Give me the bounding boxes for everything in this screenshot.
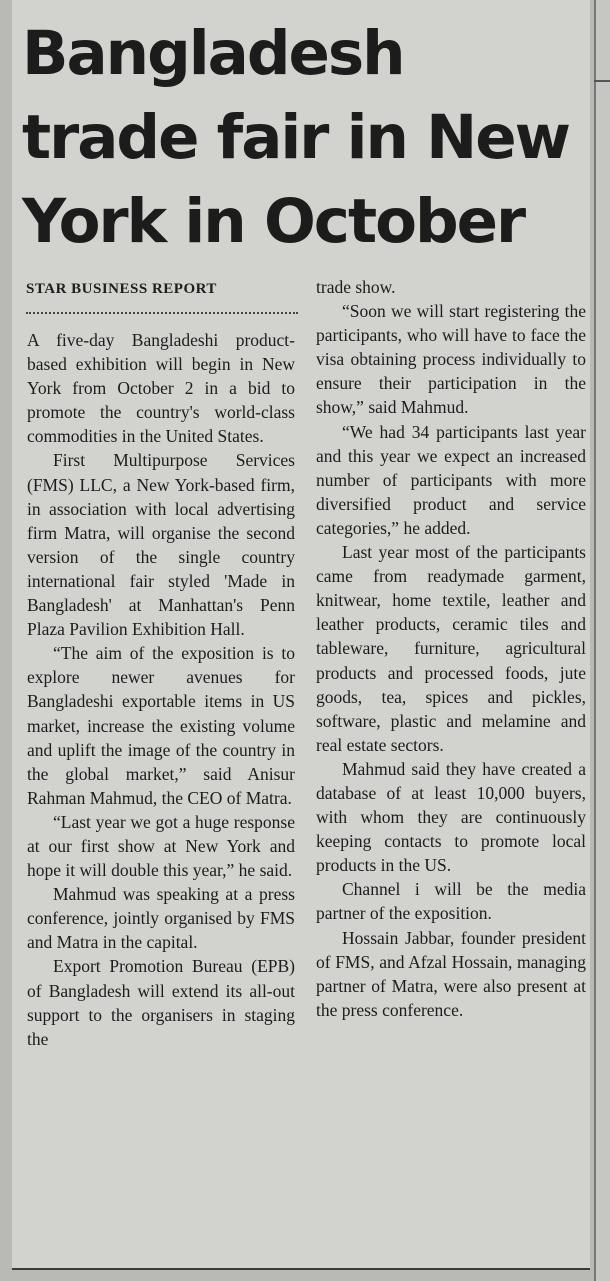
- paragraph: A five-day Bangladeshi product-based exhibition will begin in New York from October 2 in a bid to promote the country's world-class commodities in the United States.: [27, 330, 295, 447]
- paragraph: “Soon we will start registering the participants, who will have to face the visa obtaining process individually to ensure their participation in the show,” said Mahmud.: [316, 301, 586, 418]
- paragraph: “The aim of the exposition is to explore newer avenues for Bangladeshi exportable items in US market, increase the existing volume and uplift the image of the country in the global market,” said Anisur Rahman Mahmud, the CEO of Matra.: [27, 643, 295, 808]
- headline: Bangladesh trade fair in New York in October: [22, 18, 569, 257]
- paragraph: Export Promotion Bureau (EPB) of Bangladesh will extend its all-out support to the organisers in staging the: [27, 956, 295, 1049]
- adjacent-page-edge: [594, 0, 610, 1281]
- paragraph: trade show.: [316, 277, 396, 297]
- adjacent-page-rule: [594, 80, 610, 82]
- paragraph: First Multipurpose Services (FMS) LLC, a New York-based firm, in association with local advertising firm Matra, will organise the second version of the single country international fair styled 'Made in Bangladesh' at Manhattan's Penn Plaza Pavilion Exhibition Hall.: [27, 450, 295, 640]
- left-column: [27, 328, 295, 1051]
- byline: STAR BUSINESS REPORT: [26, 281, 298, 314]
- paragraph: “We had 34 participants last year and this year we expect an increased number of participants with more diversified product and service categories,” he added.: [316, 421, 586, 538]
- paragraph: “Last year we got a huge response at our first show at New York and hope it will double this year,” he said.: [27, 811, 295, 881]
- paragraph: Mahmud was speaking at a press conference, jointly organised by FMS and Matra in the capital.: [27, 884, 295, 953]
- paragraph: Mahmud said they have created a database of at least 10,000 buyers, with whom they are continuously keeping contacts to promote local products in the US.: [316, 758, 586, 876]
- bottom-rule: [12, 1268, 590, 1270]
- paragraph: Channel i will be the media partner of the exposition.: [316, 879, 586, 924]
- paragraph: Hossain Jabbar, founder president of FMS, and Afzal Hossain, managing partner of Matra, were also present at the press conference.: [316, 927, 586, 1020]
- paragraph: Last year most of the participants came from readymade garment, knitwear, home textile, leather and leather products, ceramic tiles and tableware, furniture, agricultural products and processed foods, jute goods, tea, spices and pickles, software, plastic and melamine and real estate sectors.: [316, 542, 586, 755]
- right-column: [316, 275, 586, 1022]
